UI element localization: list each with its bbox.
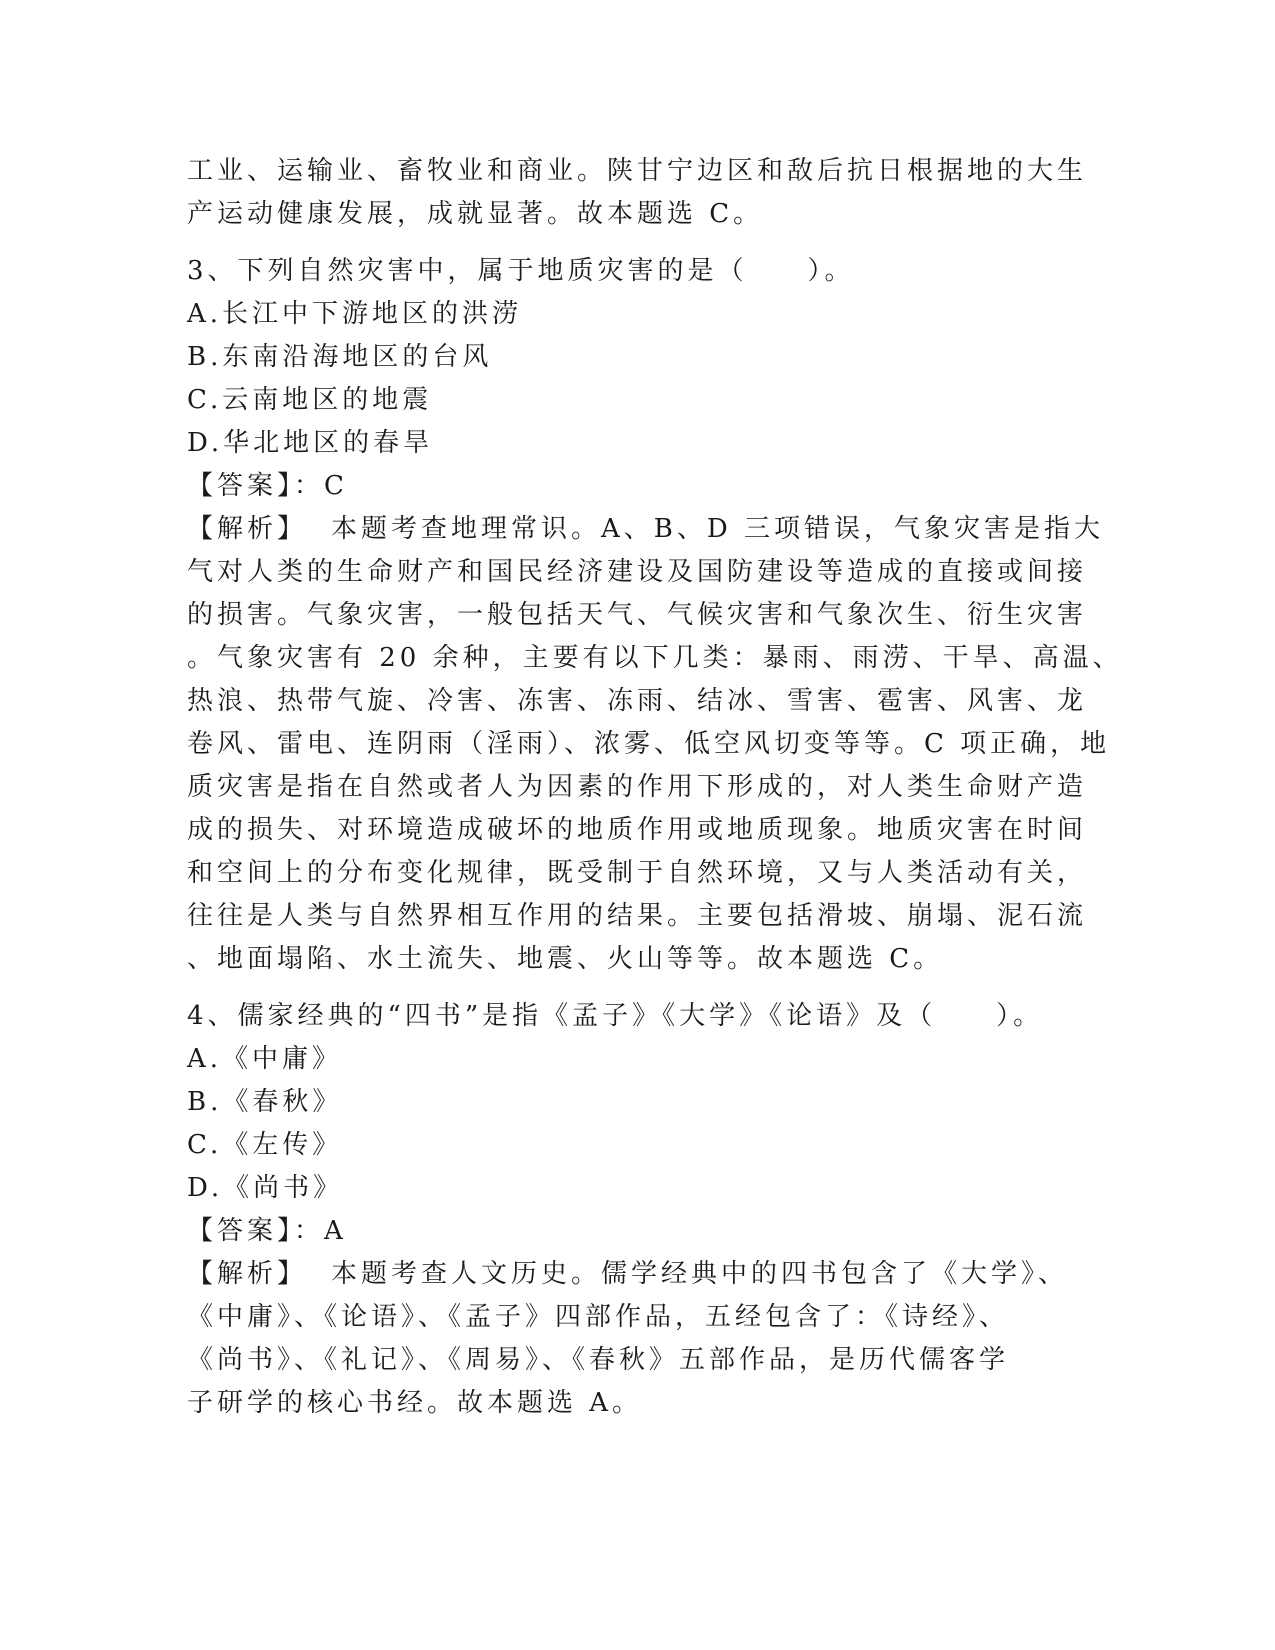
- analysis-line: 《中庸》、《论语》、《孟子》四部作品，五经包含了：《诗经》、: [187, 1302, 1010, 1332]
- analysis-line: 《尚书》、《礼记》、《周易》、《春秋》五部作品，是历代儒客学: [187, 1345, 1010, 1375]
- answer-line: [187, 465, 1087, 508]
- analysis-line: 和空间上的分布变化规律，既受制于自然环境，又与人类活动有关，: [187, 858, 1088, 888]
- answer-line: [187, 1210, 1087, 1253]
- analysis-line: 热浪、热带气旋、冷害、冻害、冻雨、结冰、雪害、雹害、风害、龙: [187, 686, 1088, 716]
- prev-answer-line: 产运动健康发展，成就显著。故本题选 C。: [187, 199, 764, 229]
- answer-value: C: [324, 471, 348, 501]
- document-content: [187, 150, 1123, 1425]
- analysis-label: 【解析】: [187, 514, 308, 544]
- answer-value: A: [324, 1216, 347, 1246]
- question-stem: 4、儒家经典的“四书”是指《孟子》《大学》《论语》及（ ）。: [187, 1001, 1044, 1031]
- analysis-line: 、地面塌陷、水土流失、地震、火山等等。故本题选 C。: [187, 944, 944, 974]
- analysis-line: 。气象灾害有 20 余种，主要有以下几类：暴雨、雨涝、干旱、高温、: [187, 643, 1123, 673]
- analysis-line: 质灾害是指在自然或者人为因素的作用下形成的，对人类生命财产造: [187, 772, 1088, 802]
- answer-label: 【答案】：: [187, 471, 325, 501]
- analysis-text: 本题考查地理常识。A、B、D 三项错误，气象灾害是指大: [331, 514, 1105, 544]
- question-stem: 3、下列自然灾害中，属于地质灾害的是（ ）。: [187, 256, 855, 286]
- prev-answer-line: 工业、运输业、畜牧业和商业。陕甘宁边区和敌后抗日根据地的大生: [187, 156, 1088, 186]
- question-option: C.《左传》: [187, 1130, 343, 1160]
- analysis-line: [187, 508, 1105, 551]
- question-option: A.《中庸》: [187, 1044, 343, 1074]
- analysis-line: 卷风、雷电、连阴雨（淫雨）、浓雾、低空风切变等等。C 项正确，地: [187, 729, 1111, 759]
- analysis-line: 往往是人类与自然界相互作用的结果。主要包括滑坡、崩塌、泥石流: [187, 901, 1088, 931]
- analysis-line: 子研学的核心书经。故本题选 A。: [187, 1388, 643, 1418]
- analysis-line: [187, 1253, 1087, 1296]
- question-option: D.华北地区的春旱: [187, 428, 434, 458]
- analysis-label: 【解析】: [187, 1259, 308, 1289]
- question-option: C.云南地区的地震: [187, 385, 433, 415]
- analysis-line: 成的损失、对环境造成破坏的地质作用或地质现象。地质灾害在时间: [187, 815, 1088, 845]
- analysis-line: 的损害。气象灾害，一般包括天气、气候灾害和气象次生、衍生灾害: [187, 600, 1088, 630]
- answer-label: 【答案】：: [187, 1216, 325, 1246]
- analysis-line: 气对人类的生命财产和国民经济建设及国防建设等造成的直接或间接: [187, 557, 1088, 587]
- question-option: B.东南沿海地区的台风: [187, 342, 493, 372]
- question-option: D.《尚书》: [187, 1173, 344, 1203]
- question-option: B.《春秋》: [187, 1087, 343, 1117]
- analysis-text: 本题考查人文历史。儒学经典中的四书包含了《大学》、: [331, 1259, 1069, 1289]
- question-option: A.长江中下游地区的洪涝: [187, 299, 523, 329]
